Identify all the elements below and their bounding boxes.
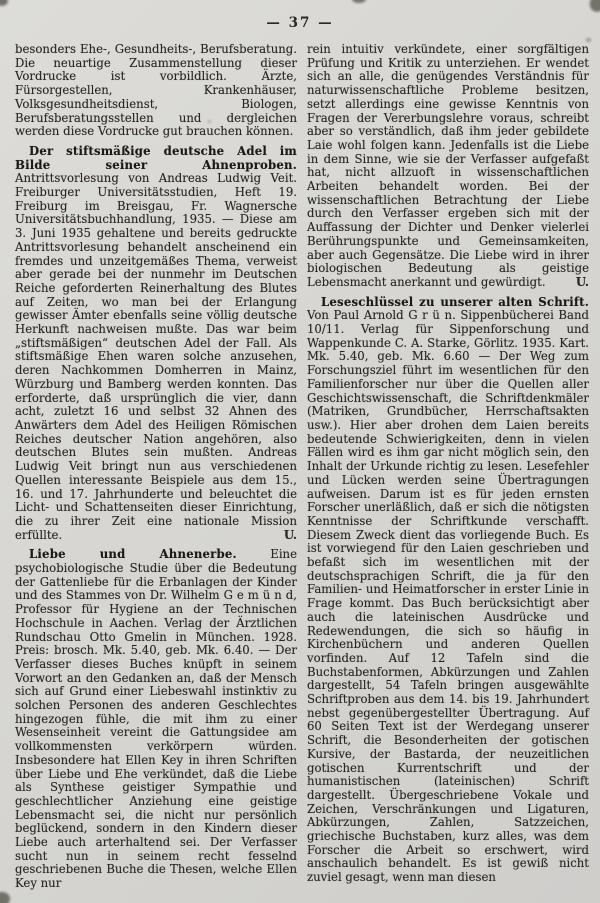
- review-body: Von Paul Arnold G r ü n. Sippenbücherei Band 10/11. Verlag für Sippenforschung und Wappenkunde C. A. Starke, Görlitz. 1935. Kart. Mk. 5.40, geb. Mk. 6.60 — Der Weg zum Forschungsziel führt im wesentlichen für den Familienforscher nur über die Quellen aller Geschichtswissenschaft, die Schriftdenkmäler (Matriken, Grundbücher, Herrschaftsakten usw.). Hier aber drohen dem Laien bereits bedeutende Schwierigkeiten, denn in vielen Fällen wird es ihm gar nicht möglich sein, den Inhalt der Urkunde richtig zu lesen. Lesefehler und Lücken werden seine Übertragungen aufweisen. Darum ist es für jeden ernsten Forscher unerläßlich, daß er sich die nötigsten Kenntnisse der Schriftkunde verschafft. Diesem Zweck dient das vorliegende Buch. Es ist vorwiegend für den Laien geschrieben und befaßt sich im wesentlichen mit der deutschsprachigen Schrift, die ja für den Familien- und Heimatforscher in erster Linie in Frage kommt. Das Buch berücksichtigt aber auch die lateinischen Ausdrücke und Redewendungen, die sich so häufig in Kirchenbüchern und anderen Quellen vorfinden. Auf 12 Tafeln sind die Buchstabenformen, Abkürzungen und Zahlen dargestellt, 54 Tafeln bringen ausgewählte Schriftproben aus dem 14. bis 19. Jahrhundert nebst gegenübergestellter Übertragung. Auf 60 Seiten Text ist der Werdegang unserer Schrift, die Besonderheiten der gotischen Kursive, der Bastarda, der neuzeitlichen gotischen Kurrentschrift und der humanistischen (lateinischen) Schrift dargestellt. Übergeschriebene Vokale und Zeichen, Verschränkungen und Ligaturen, Abkürzungen, Zahlen, Satzzeichen, griechische Buchstaben, kurz alles, was dem Forscher die Arbeit so erschwert, wird anschaulich behandelt. Es ist gewiß nicht zuviel gesagt, wenn man diesen: [307, 308, 589, 885]
- review-title: Der stiftsmäßige deutsche Adel im Bilde seiner Ahnenproben.: [15, 143, 297, 172]
- reviewer-initial: U.: [283, 527, 297, 542]
- scan-artifact: [208, 120, 211, 123]
- review-entry-liebe-und-ahnenerbe: [15, 548, 297, 891]
- review-title: Leseschlüssel zu unserer alten Schrift.: [321, 294, 589, 309]
- review-entry-leseschluessel: [307, 296, 589, 885]
- page-number: — 37 —: [266, 15, 334, 31]
- scan-artifact: [586, 38, 591, 42]
- review-body: Antrittsvorlesung von Andreas Ludwig Veit. Freiburger Universitätsstudien, Heft 19. Freiburg im Breisgau, Fr. Wagnersche Universitätsbuchhandlung, 1935. — Diese am 3. Juni 1935 gehaltene und bereits gedruckte Antrittsvorlesung behandelt anscheinend ein fremdes und unzeitgemäßes Thema, verweist aber gerade bei der nunmehr im Deutschen Reiche geforderten Reinerhaltung des Blutes auf Zeiten, wo man bei der Erlangung gewisser Ämter ebenfalls seine völlig deutsche Herkunft nachweisen mußte. Das war beim „stiftsmäßigen“ deutschen Adel der Fall. Als stiftsmäßige Ehen waren solche anzusehen, deren Nachkommen Domherren in Mainz, Würzburg und Bamberg werden konnten. Das erforderte, daß ursprünglich die vier, dann acht, zuletzt 16 und selbst 32 Ahnen des Anwärters dem Adel des Heiligen Römischen Reiches deutscher Nation angehören, also deutschen Blutes sein mußten. Andreas Ludwig Veit bringt nun aus verschiedenen Quellen interessante Beispiele aus dem 15., 16. und 17. Jahrhunderte und beleuchtet die Licht- und Schattenseiten dieser Einrichtung, die zu ihrer Zeit eine nationale Mission erfüllte.: [15, 171, 297, 542]
- paragraph-text: besonders Ehe-, Gesundheits-, Berufsberatung. Die neuartige Zusammenstellung dieser Vordrucke ist vorbildlich. Ärzte, Fürsorgestellen, Krankenhäuser, Volksgesundheitsdienst, Biologen, Berufsberatungsstellen und dergleichen werden diese Vordrucke gut brauchen können.: [15, 42, 297, 139]
- review-body: Eine psychobiologische Studie über die Bedeutung der Gattenliebe für die Erbanlagen der Kinder und des Stammes von Dr. Wilhelm G e m ü n d, Professor für Hygiene an der Technischen Hochschule in Aachen. Verlag der Ärztlichen Rundschau Otto Gmelin in München. 1928. Preis: brosch. Mk. 5.40, geb. Mk. 6.40. — Der Verfasser dieses Buches knüpft in seinem Vorwort an den Gedanken an, daß der Mensch sich auf Grund einer Liebeswahl instinktiv zu solchen Personen des anderen Geschlechtes hingezogen fühle, die mit ihm zu einer Wesenseinheit vereint die Gattungsidee am vollkommensten verkörpern würden. Insbesondere hat Ellen Key in ihren Schriften über Liebe und Ehe verkündet, daß die Liebe als Synthese geistiger Sympathie und geschlechtlicher Anziehung eine geistige Lebensmacht sei, die nicht nur persönlich beglückend, sondern in den Kindern dieser Liebe auch arterhaltend sei. Der Verfasser sucht nun in seinem recht fesselnd geschriebenen Buche die Thesen, welche Ellen Key nur: [15, 547, 297, 891]
- paragraph-text: rein intuitiv verkündete, einer sorgfältigen Prüfung und Kritik zu unterziehen. Er wendet sich an alle, die genügendes Verständnis für naturwissenschaftliche Probleme besitzen, setzt allerdings eine gewisse Kenntnis von Fragen der Vererbungslehre voraus, schreibt aber so verständlich, daß ihm jeder gebildete Laie wohl folgen kann. Jedenfalls ist die Liebe in dem Sinne, wie sie der Verfasser aufgefaßt hat, nicht allzuoft in wissenschaftlichen Arbeiten behandelt worden. Bei der wissenschaftlichen Betrachtung der Liebe durch den Verfasser ergeben sich mit der Auffassung der Dichter und Denker vielerlei Berührungspunkte und Gemeinsamkeiten, aber auch Gegensätze. Die Liebe wird in ihrer biologischen Bedeutung als geistige Lebensmacht anerkannt und gewürdigt.: [307, 42, 589, 289]
- continuation-paragraph: [15, 43, 297, 139]
- review-entry-stiftsmaessiger-adel: [15, 145, 297, 542]
- text-columns: [0, 31, 600, 891]
- scan-artifact: [0, 892, 10, 903]
- review-continuation-paragraph: [307, 43, 589, 290]
- review-title: Liebe und Ahnenerbe.: [29, 547, 237, 562]
- left-column: [15, 43, 297, 891]
- reviewer-initial: U.: [575, 274, 589, 289]
- right-column: [307, 43, 589, 891]
